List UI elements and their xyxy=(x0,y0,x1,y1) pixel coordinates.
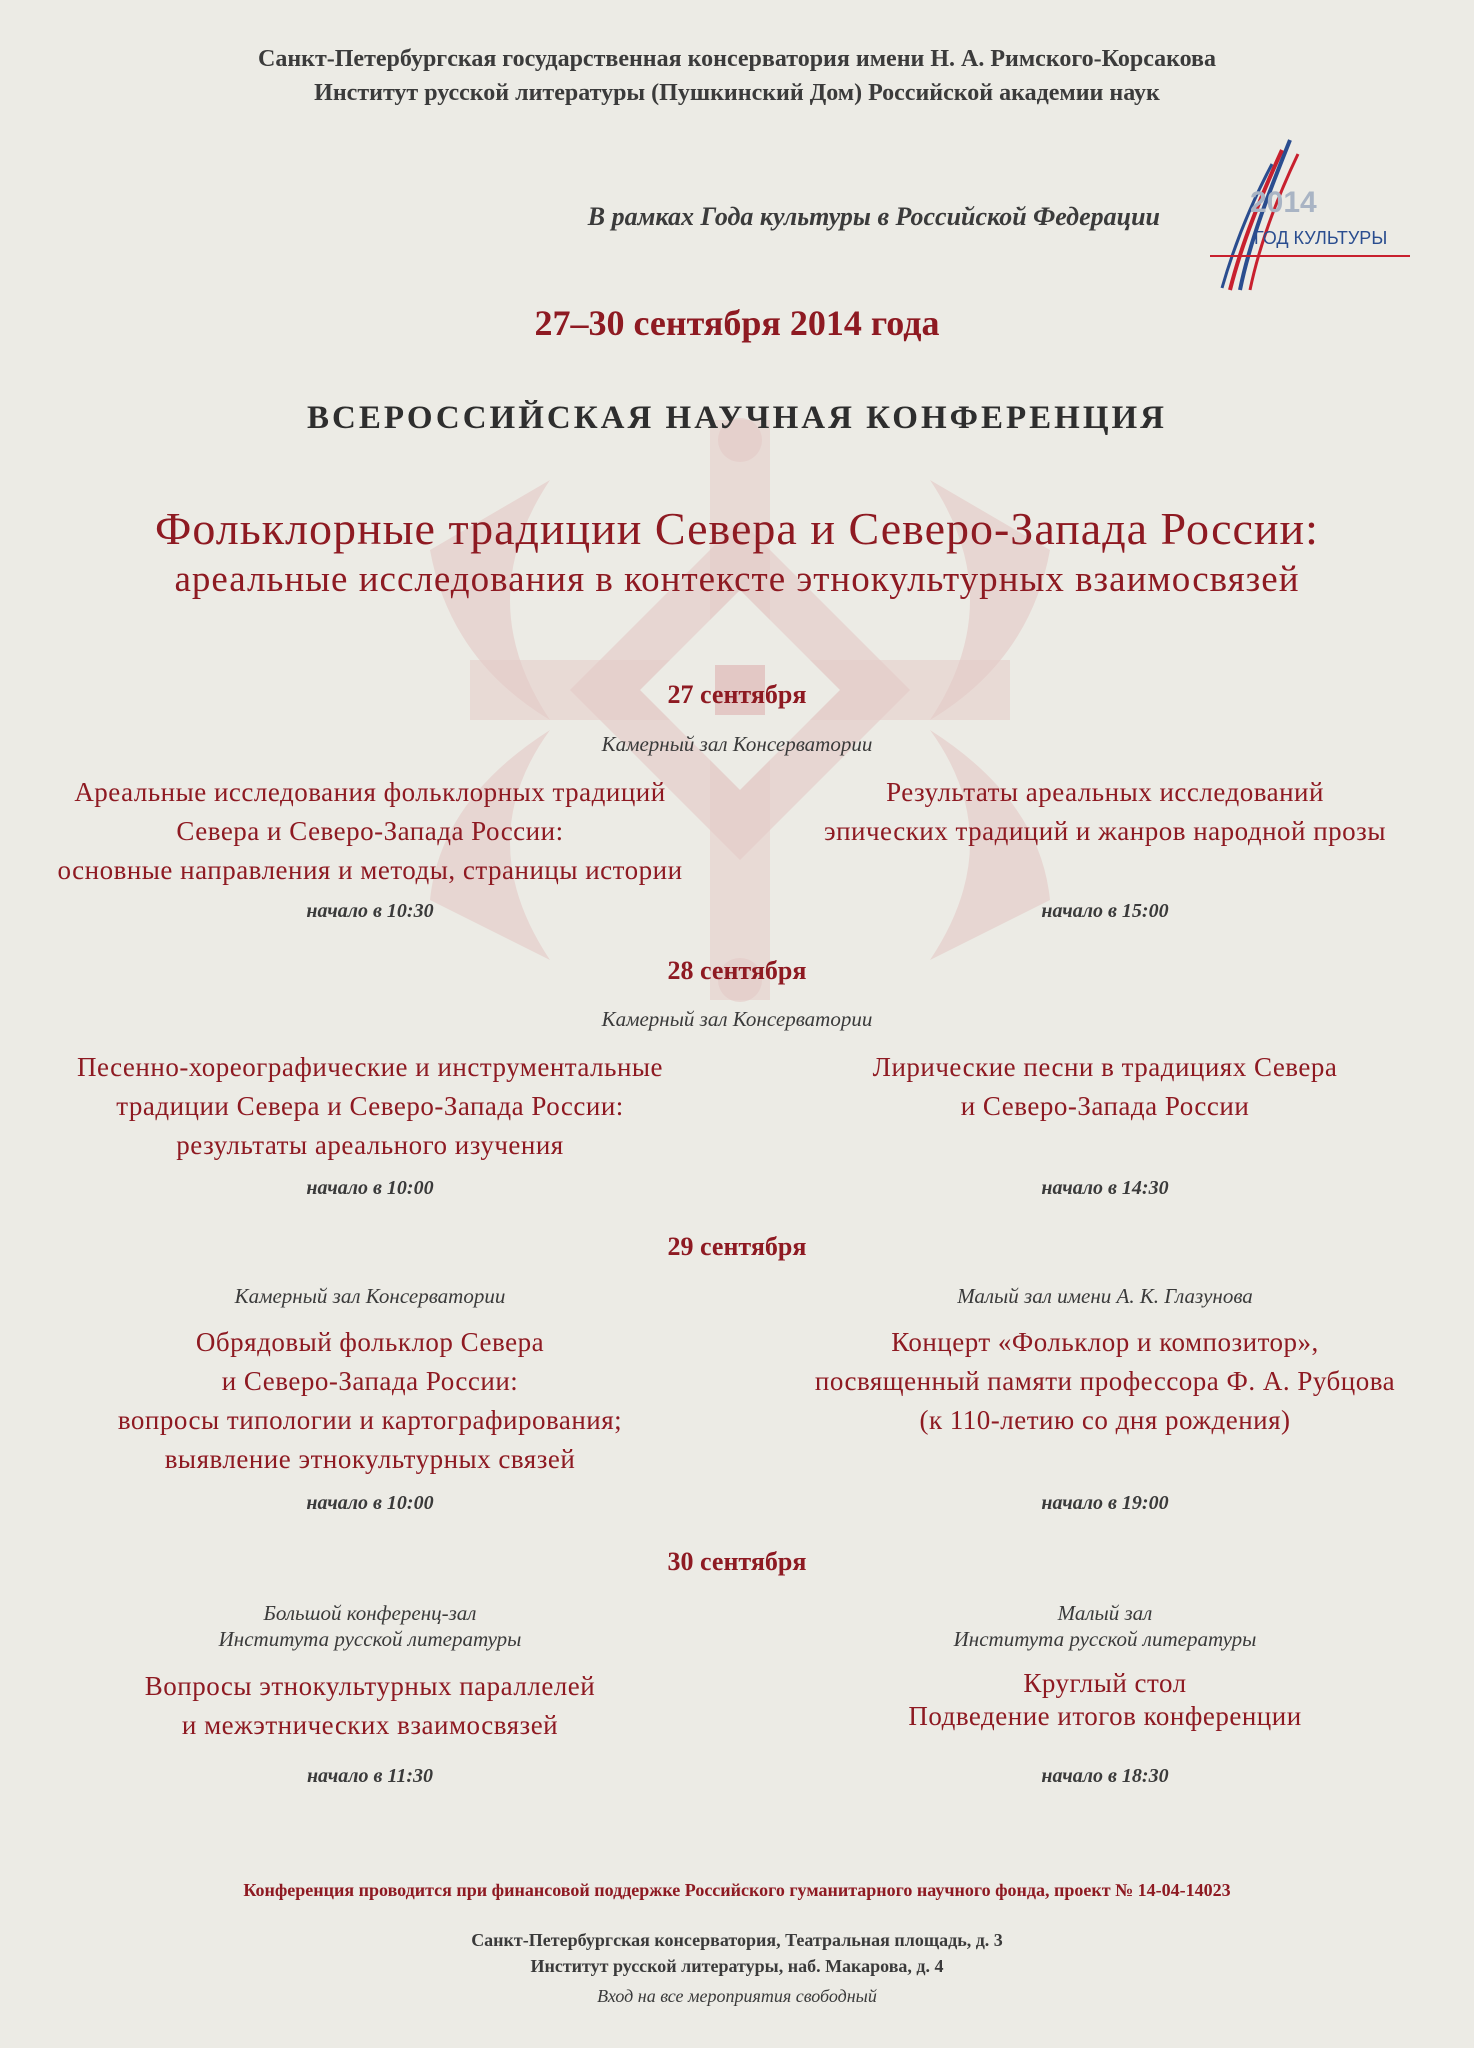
session-29-evening-time: начало в 19:00 xyxy=(1041,1492,1169,1514)
session-29-morning xyxy=(20,1323,720,1479)
session-line: вопросы типологии и картографирования; xyxy=(117,1405,623,1435)
session-line: Круглый стол xyxy=(1023,1668,1187,1698)
session-27-afternoon xyxy=(760,773,1450,851)
session-line: Севера и Северо-Запада России: xyxy=(176,816,564,846)
funding-note: Конференция проводится при финансовой поддержке Российского гуманитарного научного фонда, проект № 14-04-14023 xyxy=(243,1880,1231,1900)
conference-dates: 27–30 сентября 2014 года xyxy=(534,303,940,343)
session-30-evening-time: начало в 18:30 xyxy=(1041,1765,1169,1787)
institution-pushkin-house: Институт русской литературы (Пушкинский Дом) Российской академии наук xyxy=(314,80,1160,106)
session-line: Подведение итогов конференции xyxy=(908,1701,1302,1731)
session-line: Ареальные исследования фольклорных традиций xyxy=(74,777,666,807)
session-29-evening xyxy=(760,1323,1450,1440)
session-line: результаты ареального изучения xyxy=(176,1130,564,1160)
year-of-culture-line: В рамках Года культуры в Российской Федерации xyxy=(587,202,1160,231)
session-line: (к 110-летию со дня рождения) xyxy=(919,1405,1291,1435)
address-conservatory: Санкт-Петербургская консерватория, Театральная площадь, д. 3 xyxy=(471,1930,1003,1950)
day-28-heading: 28 сентября xyxy=(667,956,807,985)
session-line: и межэтнических взаимосвязей xyxy=(181,1710,559,1740)
session-line: Результаты ареальных исследований xyxy=(886,777,1324,807)
session-29-morning-venue: Камерный зал Консерватории xyxy=(234,1284,506,1308)
session-27-afternoon-time: начало в 15:00 xyxy=(1041,900,1169,922)
session-28-afternoon xyxy=(760,1048,1450,1126)
session-line: основные направления и методы, страницы истории xyxy=(57,855,683,885)
session-27-morning-time: начало в 10:30 xyxy=(306,900,434,922)
session-line: Обрядовый фольклор Севера xyxy=(195,1327,545,1357)
folk-ornament-icon xyxy=(350,400,1130,1020)
day-28-venue: Камерный зал Консерватории xyxy=(601,1007,873,1031)
session-28-afternoon-time: начало в 14:30 xyxy=(1041,1177,1169,1199)
session-29-evening-venue: Малый зал имени А. К. Глазунова xyxy=(957,1284,1253,1308)
session-line: эпических традиций и жанров народной прозы xyxy=(823,816,1386,846)
free-entry-note: Вход на все мероприятия свободный xyxy=(597,1986,877,2006)
day-30-heading: 30 сентября xyxy=(667,1547,807,1576)
venue-line: Малый зал xyxy=(1057,1601,1153,1625)
session-28-morning xyxy=(20,1048,720,1165)
session-29-morning-time: начало в 10:00 xyxy=(306,1492,434,1514)
institution-conservatory: Санкт-Петербургская государственная консерватория имени Н. А. Римского-Корсакова xyxy=(257,46,1217,72)
session-line: традиции Севера и Северо-Запада России: xyxy=(116,1091,624,1121)
day-29-heading: 29 сентября xyxy=(667,1232,807,1261)
session-28-morning-time: начало в 10:00 xyxy=(306,1177,434,1199)
session-30-evening xyxy=(760,1667,1450,1733)
logo-caption: ГОД КУЛЬТУРЫ xyxy=(1254,228,1388,248)
session-line: Песенно-хореографические и инструментальные xyxy=(76,1052,664,1082)
venue-line: Большой конференц-зал xyxy=(263,1601,477,1625)
conference-title: Фольклорные традиции Севера и Северо-Запада России: xyxy=(155,503,1319,554)
session-line: и Северо-Запада России xyxy=(960,1091,1250,1121)
session-line: и Северо-Запада России: xyxy=(221,1366,519,1396)
session-line: Вопросы этнокультурных параллелей xyxy=(144,1671,596,1701)
logo-year: 2014 xyxy=(1250,186,1317,219)
day-27-heading: 27 сентября xyxy=(667,680,807,709)
conference-type: ВСЕРОССИЙСКАЯ НАУЧНАЯ КОНФЕРЕНЦИЯ xyxy=(307,400,1167,436)
session-27-morning xyxy=(20,773,720,890)
session-line: выявление этнокультурных связей xyxy=(164,1444,576,1474)
address-pushkin-house: Институт русской литературы, наб. Макарова, д. 4 xyxy=(530,1956,944,1976)
venue-line: Института русской литературы xyxy=(218,1627,522,1651)
session-30-morning-time: начало в 11:30 xyxy=(306,1765,434,1787)
session-line: Концерт «Фольклор и композитор», xyxy=(891,1327,1319,1357)
session-30-morning xyxy=(20,1667,720,1745)
session-line: Лирические песни в традициях Севера xyxy=(872,1052,1338,1082)
session-30-morning-venue xyxy=(20,1600,720,1652)
session-line: посвященный памяти профессора Ф. А. Рубцова xyxy=(814,1366,1396,1396)
day-27-venue: Камерный зал Консерватории xyxy=(601,732,873,756)
venue-line: Института русской литературы xyxy=(953,1627,1257,1651)
session-30-evening-venue xyxy=(760,1600,1450,1652)
conference-subtitle: ареальные исследования в контексте этнокультурных взаимосвязей xyxy=(174,559,1300,600)
